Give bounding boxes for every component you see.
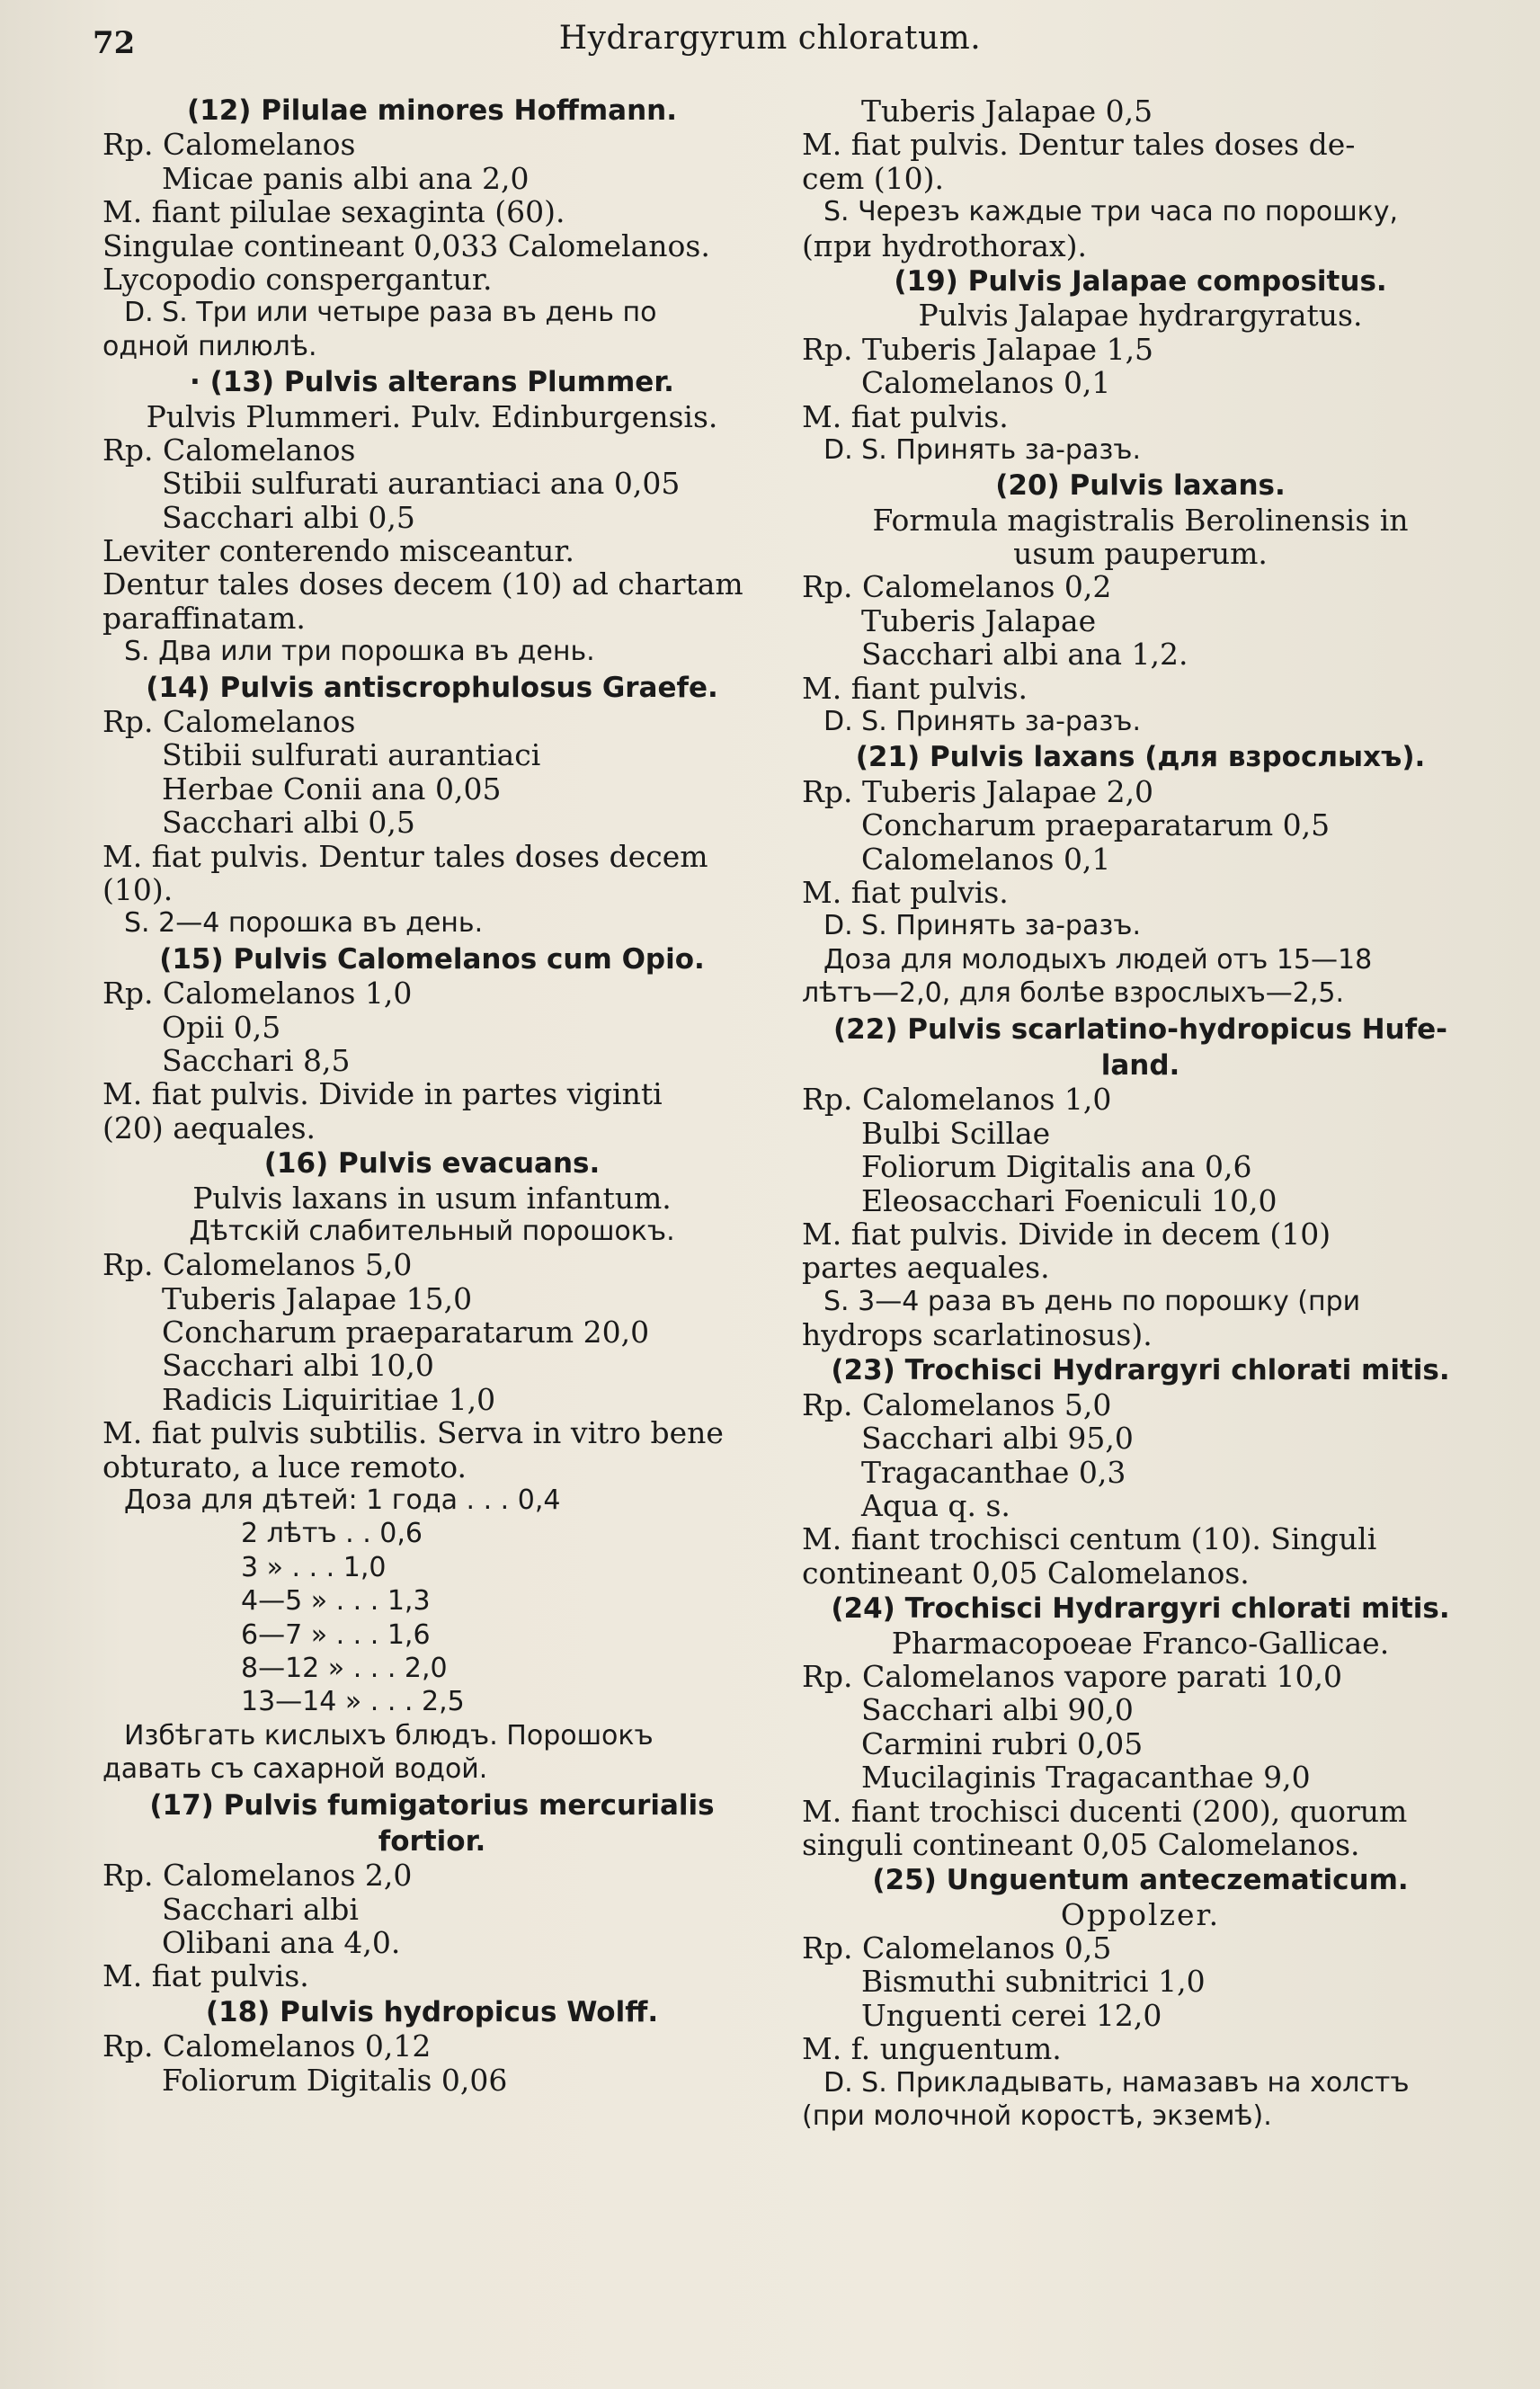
formula-heading: (17) Pulvis fumigatorius mercurialis [149, 1788, 715, 1822]
recipe-line: Rp. Tuberis Jalapae 2,0 [802, 773, 1154, 809]
recipe-line: Rp. Calomelanos [102, 127, 356, 163]
text-line: 2 лѣтъ . . 0,6 [241, 1518, 423, 1550]
right-column [797, 94, 1484, 2133]
recipe-line: Rp. Tuberis Jalapae 1,5 [802, 331, 1154, 367]
text-line: лѣтъ—2,0, для болѣе взрослыхъ—2,5. [802, 977, 1345, 1010]
text-line: давать съ сахарной водой. [102, 1753, 488, 1786]
text-line: Sacchari albi 0,5 [162, 499, 415, 535]
text-line: M. fiant trochisci centum (10). Singuli [802, 1521, 1377, 1557]
text-line: Pulvis Plummeri. Pulv. Edinburgensis. [146, 398, 718, 434]
formula-heading: (16) Pulvis evacuans. [263, 1147, 601, 1181]
text-line: D. S. Принять за-разъ. [823, 910, 1142, 942]
text-line: M. fiant trochisci ducenti (200), quorum [802, 1793, 1408, 1829]
text-line: usum pauperum. [1013, 536, 1268, 572]
recipe-line: Rp. Calomelanos 0,5 [802, 1930, 1112, 1966]
text-line: D. S. Принять за-разъ. [823, 706, 1142, 738]
text-line: Oppolzer. [1060, 1896, 1221, 1932]
formula-heading: fortior. [378, 1824, 486, 1858]
text-line: Eleosacchari Foeniculi 10,0 [861, 1182, 1277, 1218]
recipe-line: Rp. Calomelanos 2,0 [102, 1858, 413, 1894]
text-line: Stibii sulfurati aurantiaci [162, 737, 541, 773]
running-title: Hydrargyrum chloratum. [558, 20, 982, 57]
recipe-line: Rp. Calomelanos [102, 704, 356, 740]
formula-heading: (22) Pulvis scarlatino-hydropicus Hufe- [833, 1012, 1447, 1046]
text-line: Tuberis Jalapae 15,0 [162, 1280, 473, 1316]
recipe-line: Rp. Calomelanos 1,0 [802, 1082, 1112, 1118]
text-line: Sacchari albi 90,0 [861, 1692, 1134, 1728]
text-line: Доза для дѣтей: 1 года . . . 0,4 [124, 1484, 561, 1517]
recipe-line: Rp. Calomelanos 0,12 [102, 2028, 432, 2064]
text-line: (при молочной коростѣ, экземѣ). [802, 2100, 1272, 2133]
text-line: Pulvis Jalapae hydrargyratus. [918, 298, 1363, 334]
text-line: M. fiat pulvis. Dentur tales doses decem [102, 838, 708, 874]
text-line: Sacchari albi 95,0 [861, 1421, 1134, 1457]
text-line: Mucilaginis Tragacanthae 9,0 [861, 1760, 1311, 1796]
text-line: Calomelanos 0,1 [861, 841, 1111, 877]
formula-heading: (12) Pilulae minores Hoffmann. [186, 94, 677, 127]
text-line: Stibii sulfurati aurantiaci ana 0,05 [162, 466, 681, 502]
page-number: 72 [93, 25, 136, 61]
text-line: 13—14 » . . . 2,5 [241, 1686, 465, 1718]
recipe-line: Rp. Calomelanos 0,2 [802, 569, 1112, 605]
text-line: M. fiat pulvis. [102, 1958, 309, 1994]
text-line: obturato, a luce remoto. [102, 1449, 467, 1484]
formula-heading: (18) Pulvis hydropicus Wolff. [205, 1995, 659, 2028]
text-line: Sacchari albi 0,5 [162, 805, 415, 841]
text-line: 8—12 » . . . 2,0 [241, 1652, 448, 1684]
recipe-line: Rp. Calomelanos [102, 432, 356, 468]
formula-heading: (25) Unguentum anteczematicum. [872, 1864, 1409, 1897]
text-line: Dentur tales doses decem (10) ad chartam [102, 566, 743, 602]
text-line: Tragacanthae 0,3 [861, 1454, 1126, 1490]
text-line: Pulvis laxans in usum infantum. [192, 1180, 672, 1216]
formula-heading: (19) Pulvis Jalapae compositus. [894, 264, 1387, 298]
text-line: Sacchari albi [162, 1891, 359, 1927]
text-line: paraffinatam. [102, 600, 306, 636]
text-line: M. fiat pulvis. [802, 874, 1009, 910]
text-line: Calomelanos 0,1 [861, 365, 1111, 401]
text-line: D. S. Три или четыре раза въ день по [124, 297, 657, 329]
text-line: Доза для молодыхъ людей отъ 15—18 [823, 943, 1373, 976]
text-line: Sacchari albi 10,0 [162, 1348, 434, 1384]
text-line: (20) aequales. [102, 1110, 316, 1145]
recipe-line: Rp. Calomelanos 5,0 [102, 1247, 413, 1283]
text-line: M. fiat pulvis. [802, 398, 1009, 434]
text-line: (10). [102, 871, 174, 907]
recipe-line: Rp. Calomelanos vapore parati 10,0 [802, 1658, 1343, 1694]
text-line: Olibani ana 4,0. [162, 1925, 401, 1961]
formula-heading: · (13) Pulvis alterans Plummer. [190, 366, 674, 399]
formula-heading: (21) Pulvis laxans (для взрослыхъ). [855, 741, 1426, 774]
text-line: Дѣтскій слабительный порошокъ. [189, 1215, 675, 1247]
text-line: Micae panis albi ana 2,0 [162, 160, 530, 196]
text-line: Sacchari 8,5 [162, 1042, 351, 1078]
text-line: 4—5 » . . . 1,3 [241, 1585, 431, 1618]
text-line: 6—7 » . . . 1,6 [241, 1618, 431, 1651]
text-line: Concharum praeparatarum 20,0 [162, 1315, 650, 1350]
text-line: Pharmacopoeae Franco-Gallicae. [891, 1625, 1390, 1661]
text-line: hydrops scarlatinosus). [802, 1317, 1153, 1353]
recipe-line: Rp. Calomelanos 1,0 [102, 976, 413, 1012]
formula-heading: (14) Pulvis antiscrophulosus Graefe. [146, 671, 718, 704]
text-line: Concharum praeparatarum 0,5 [861, 807, 1331, 843]
text-line: Избѣгать кислыхъ блюдъ. Порошокъ [124, 1719, 654, 1752]
text-line: Tuberis Jalapae [861, 602, 1097, 638]
text-line: S. 2—4 порошка въ день. [124, 907, 484, 940]
text-line: D. S. Принять за-разъ. [823, 433, 1142, 466]
formula-heading: (24) Trochisci Hydrargyri chlorati mitis. [831, 1592, 1450, 1626]
text-line: Leviter conterendo misceantur. [102, 533, 575, 569]
left-column [97, 94, 767, 2097]
text-line: Tuberis Jalapae 0,5 [861, 94, 1153, 129]
text-line: Radicis Liquiritiae 1,0 [162, 1381, 496, 1417]
text-line: S. Два или три порошка въ день. [124, 636, 595, 668]
text-line: Unguenti cerei 12,0 [861, 1997, 1162, 2033]
text-line: M. fiat pulvis subtilis. Serva in vitro bene [102, 1415, 724, 1451]
formula-heading: (23) Trochisci Hydrargyri chlorati mitis. [831, 1354, 1450, 1387]
text-line: singuli contineant 0,05 Calomelanos. [802, 1826, 1360, 1862]
text-line: Aqua q. s. [861, 1488, 1010, 1524]
text-line: M. fiant pulvis. [802, 670, 1028, 706]
text-line: M. fiant pilulae sexaginta (60). [102, 194, 565, 230]
recipe-line: Rp. Calomelanos 5,0 [802, 1386, 1112, 1422]
text-line: M. fiat pulvis. Dentur tales doses de- [802, 127, 1356, 163]
formula-heading: (15) Pulvis Calomelanos cum Opio. [159, 942, 705, 976]
text-line: Bulbi Scillae [861, 1115, 1051, 1151]
formula-heading: land. [1100, 1048, 1180, 1082]
text-line: D. S. Прикладывать, намазавъ на холстъ [823, 2066, 1410, 2099]
text-line: Opii 0,5 [162, 1009, 281, 1045]
text-line: S. 3—4 раза въ день по порошку (при [823, 1285, 1361, 1317]
text-line: одной пилюлѣ. [102, 330, 317, 362]
text-line: Singulae contineant 0,033 Calomelanos. [102, 227, 710, 263]
text-line: (при hydrothorax). [802, 227, 1087, 263]
text-line: Formula magistralis Berolinensis in [872, 502, 1409, 538]
text-line: M. f. unguentum. [802, 2031, 1062, 2067]
text-line: cem (10). [802, 160, 945, 196]
text-line: Carmini rubri 0,05 [861, 1725, 1144, 1761]
text-line: Sacchari albi ana 1,2. [861, 637, 1188, 673]
text-line: M. fiat pulvis. Divide in decem (10) [802, 1216, 1331, 1252]
text-line: M. fiat pulvis. Divide in partes viginti [102, 1076, 663, 1112]
formula-heading: (20) Pulvis laxans. [995, 469, 1286, 503]
text-line: contineant 0,05 Calomelanos. [802, 1555, 1250, 1591]
text-line: Bismuthi subnitrici 1,0 [861, 1964, 1206, 2000]
text-line: Foliorum Digitalis ana 0,6 [861, 1149, 1252, 1185]
text-line: partes aequales. [802, 1250, 1050, 1286]
text-line: Herbae Conii ana 0,05 [162, 771, 502, 807]
text-line: Foliorum Digitalis 0,06 [162, 2062, 508, 2098]
text-line: S. Черезъ каждые три часа по порошку, [823, 196, 1399, 228]
text-line: Lycopodio conspergantur. [102, 261, 493, 297]
text-line: 3 » . . . 1,0 [241, 1551, 387, 1583]
